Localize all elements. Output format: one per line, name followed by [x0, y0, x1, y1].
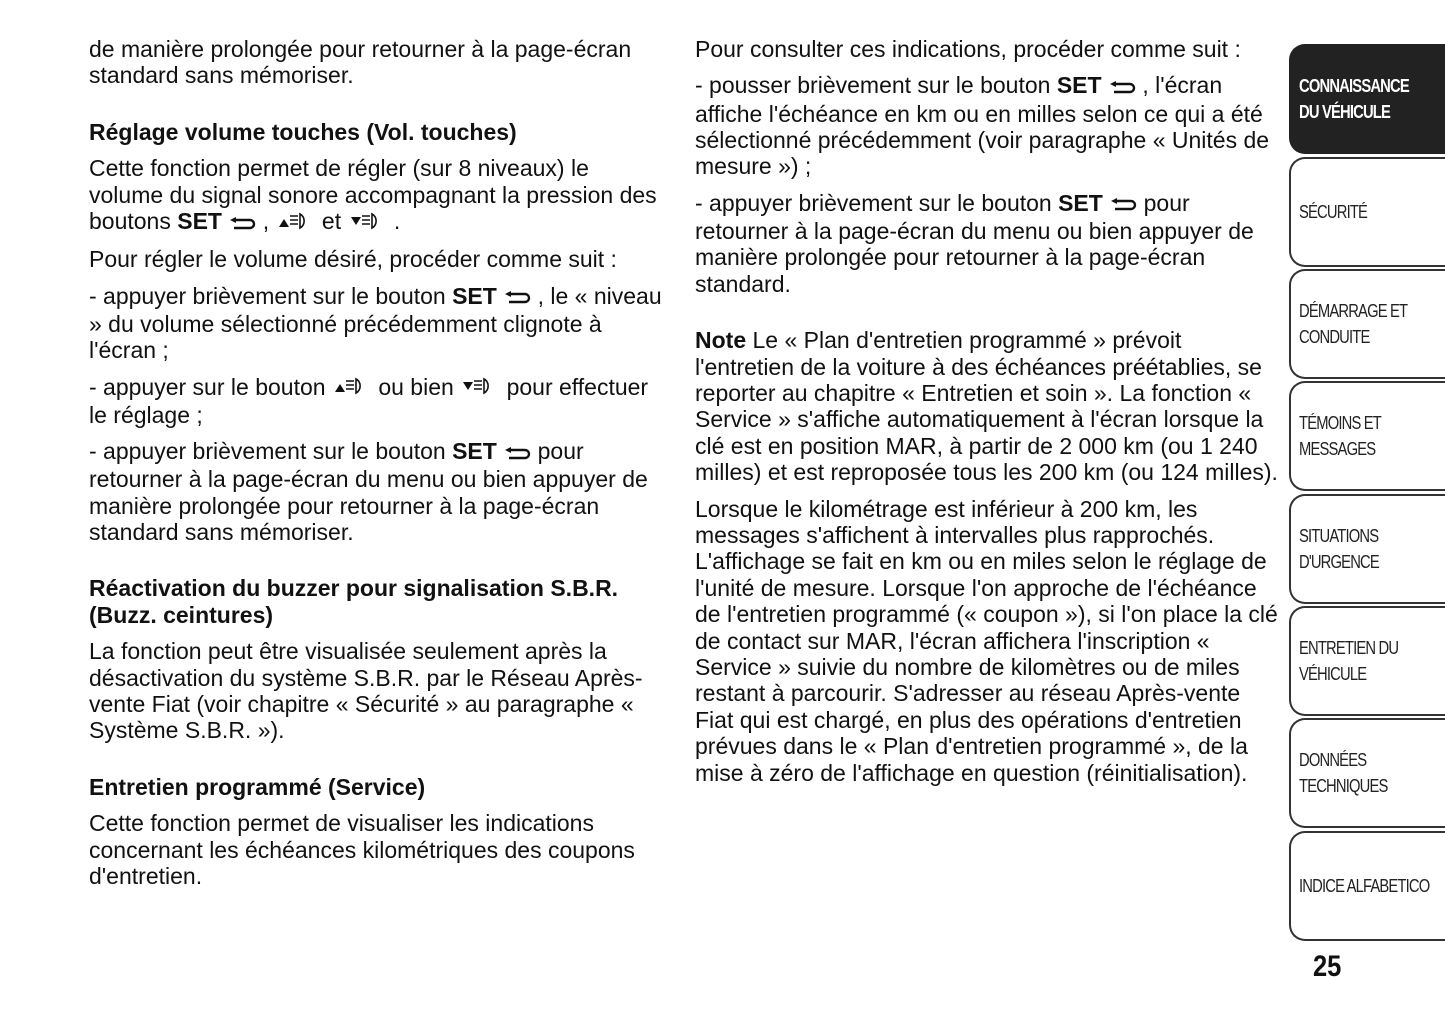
up-triangle-light-icon: [332, 375, 372, 401]
return-arrow-icon: [1108, 74, 1136, 100]
tab-entretien-vehicule[interactable]: ENTRETIEN DU VÉHICULE: [1289, 606, 1445, 716]
paragraph: Pour consulter ces indications, procéder comme suit :: [695, 36, 1241, 62]
paragraph: Lorsque le kilométrage est inférieur à 200 km, les messages s'affichent à intervalles plus rapprochés. L'affichage se fait en km ou en miles selon le réglage de l'unité de mesure. Lorsque l'on approche de l'échéance de l'entretien programmé (« coupon »), si l'on place la clé de contact sur MAR, l'écran affichera l'inscription « Service » suivie du nombre de kilomètres ou de miles restant à parcourir. S'adresser au réseau Après-vente Fiat qui est chargé, en plus des opérations d'entretien prévues dans le « Plan d'entretien programmé », de la mise à zéro de l'affichage en question (réinitialisation).: [695, 495, 1278, 786]
tab-donnees-techniques[interactable]: DONNÉES TECHNIQUES: [1289, 718, 1445, 828]
return-arrow-icon: [1109, 191, 1137, 217]
note-paragraph: Note Le « Plan d'entretien programmé » prévoit l'entretien de la voiture à des échéances préétablies, se reporter au chapitre « Entretien et soin ». La fonction « Service » s'affiche automatiquement à l'écran lorsque la clé est en position MAR, à partir de 2 000 km (ou 1 240 milles) et est reproposée tous les 200 km (ou 124 milles).: [695, 327, 1278, 486]
page-number: 25: [1313, 950, 1342, 983]
tab-securite[interactable]: SÉCURITÉ: [1289, 157, 1445, 267]
tab-indice-alfabetico[interactable]: INDICE ALFABETICO: [1289, 831, 1445, 941]
left-column: [89, 36, 669, 899]
paragraph: La fonction peut être visualisée seulement après la désactivation du système S.B.R. par le Réseau Après-vente Fiat (voir chapitre « Sécurité » au paragraphe « Système S.B.R. »).: [89, 638, 643, 744]
heading-buzzer: Réactivation du buzzer pour signalisation S.B.R. (Buzz. ceintures): [89, 575, 619, 628]
paragraph: - appuyer brièvement sur le bouton SET pour retourner à la page-écran du menu ou bien appuyer de manière prolongée pour retourner à la page-écran standard.: [695, 189, 1254, 297]
heading-service: Entretien programmé (Service): [89, 773, 426, 800]
paragraph: - appuyer brièvement sur le bouton SET pour retourner à la page-écran du menu ou bien appuyer de manière prolongée pour retourner à la page-écran standard sans mémoriser.: [89, 438, 648, 545]
paragraph: Cette fonction permet de visualiser les indications concernant les échéances kilométriques des coupons d'entretien.: [89, 810, 635, 890]
return-arrow-icon: [503, 440, 531, 466]
down-triangle-light-icon: [348, 210, 388, 236]
down-triangle-light-icon: [460, 375, 500, 401]
paragraph: Pour régler le volume désiré, procéder comme suit :: [89, 246, 617, 273]
right-column: [695, 36, 1280, 796]
paragraph: Cette fonction permet de régler (sur 8 niveaux) le volume du signal sonore accompagnant la pression des boutons SET , et .: [89, 155, 669, 236]
tab-temoins-messages[interactable]: TÉMOINS ET MESSAGES: [1289, 381, 1445, 491]
paragraph: - appuyer sur le bouton ou bien pour effectuer le réglage ;: [89, 373, 649, 428]
tab-situations-urgence[interactable]: SITUATIONS D'URGENCE: [1289, 494, 1445, 604]
up-triangle-light-icon: [276, 210, 316, 236]
paragraph: de manière prolongée pour retourner à la page-écran standard sans mémoriser.: [89, 36, 632, 89]
return-arrow-icon: [503, 284, 531, 310]
tab-demarrage-conduite[interactable]: DÉMARRAGE ET CONDUITE: [1289, 269, 1445, 379]
paragraph: - appuyer brièvement sur le bouton SET , le « niveau » du volume sélectionné précédemment clignote à l'écran ;: [89, 282, 662, 364]
tab-connaissance-vehicule[interactable]: CONNAISSANCE DU VÉHICULE: [1289, 44, 1445, 154]
return-arrow-icon: [228, 210, 256, 236]
note-label: Note: [695, 327, 747, 354]
paragraph: - pousser brièvement sur le bouton SET , l'écran affiche l'échéance en km ou en milles selon ce qui a été sélectionné précédemment (voir paragraphe « Unités de mesure ») ;: [695, 72, 1270, 180]
heading-volume-touches: Réglage volume touches (Vol. touches): [89, 118, 517, 145]
